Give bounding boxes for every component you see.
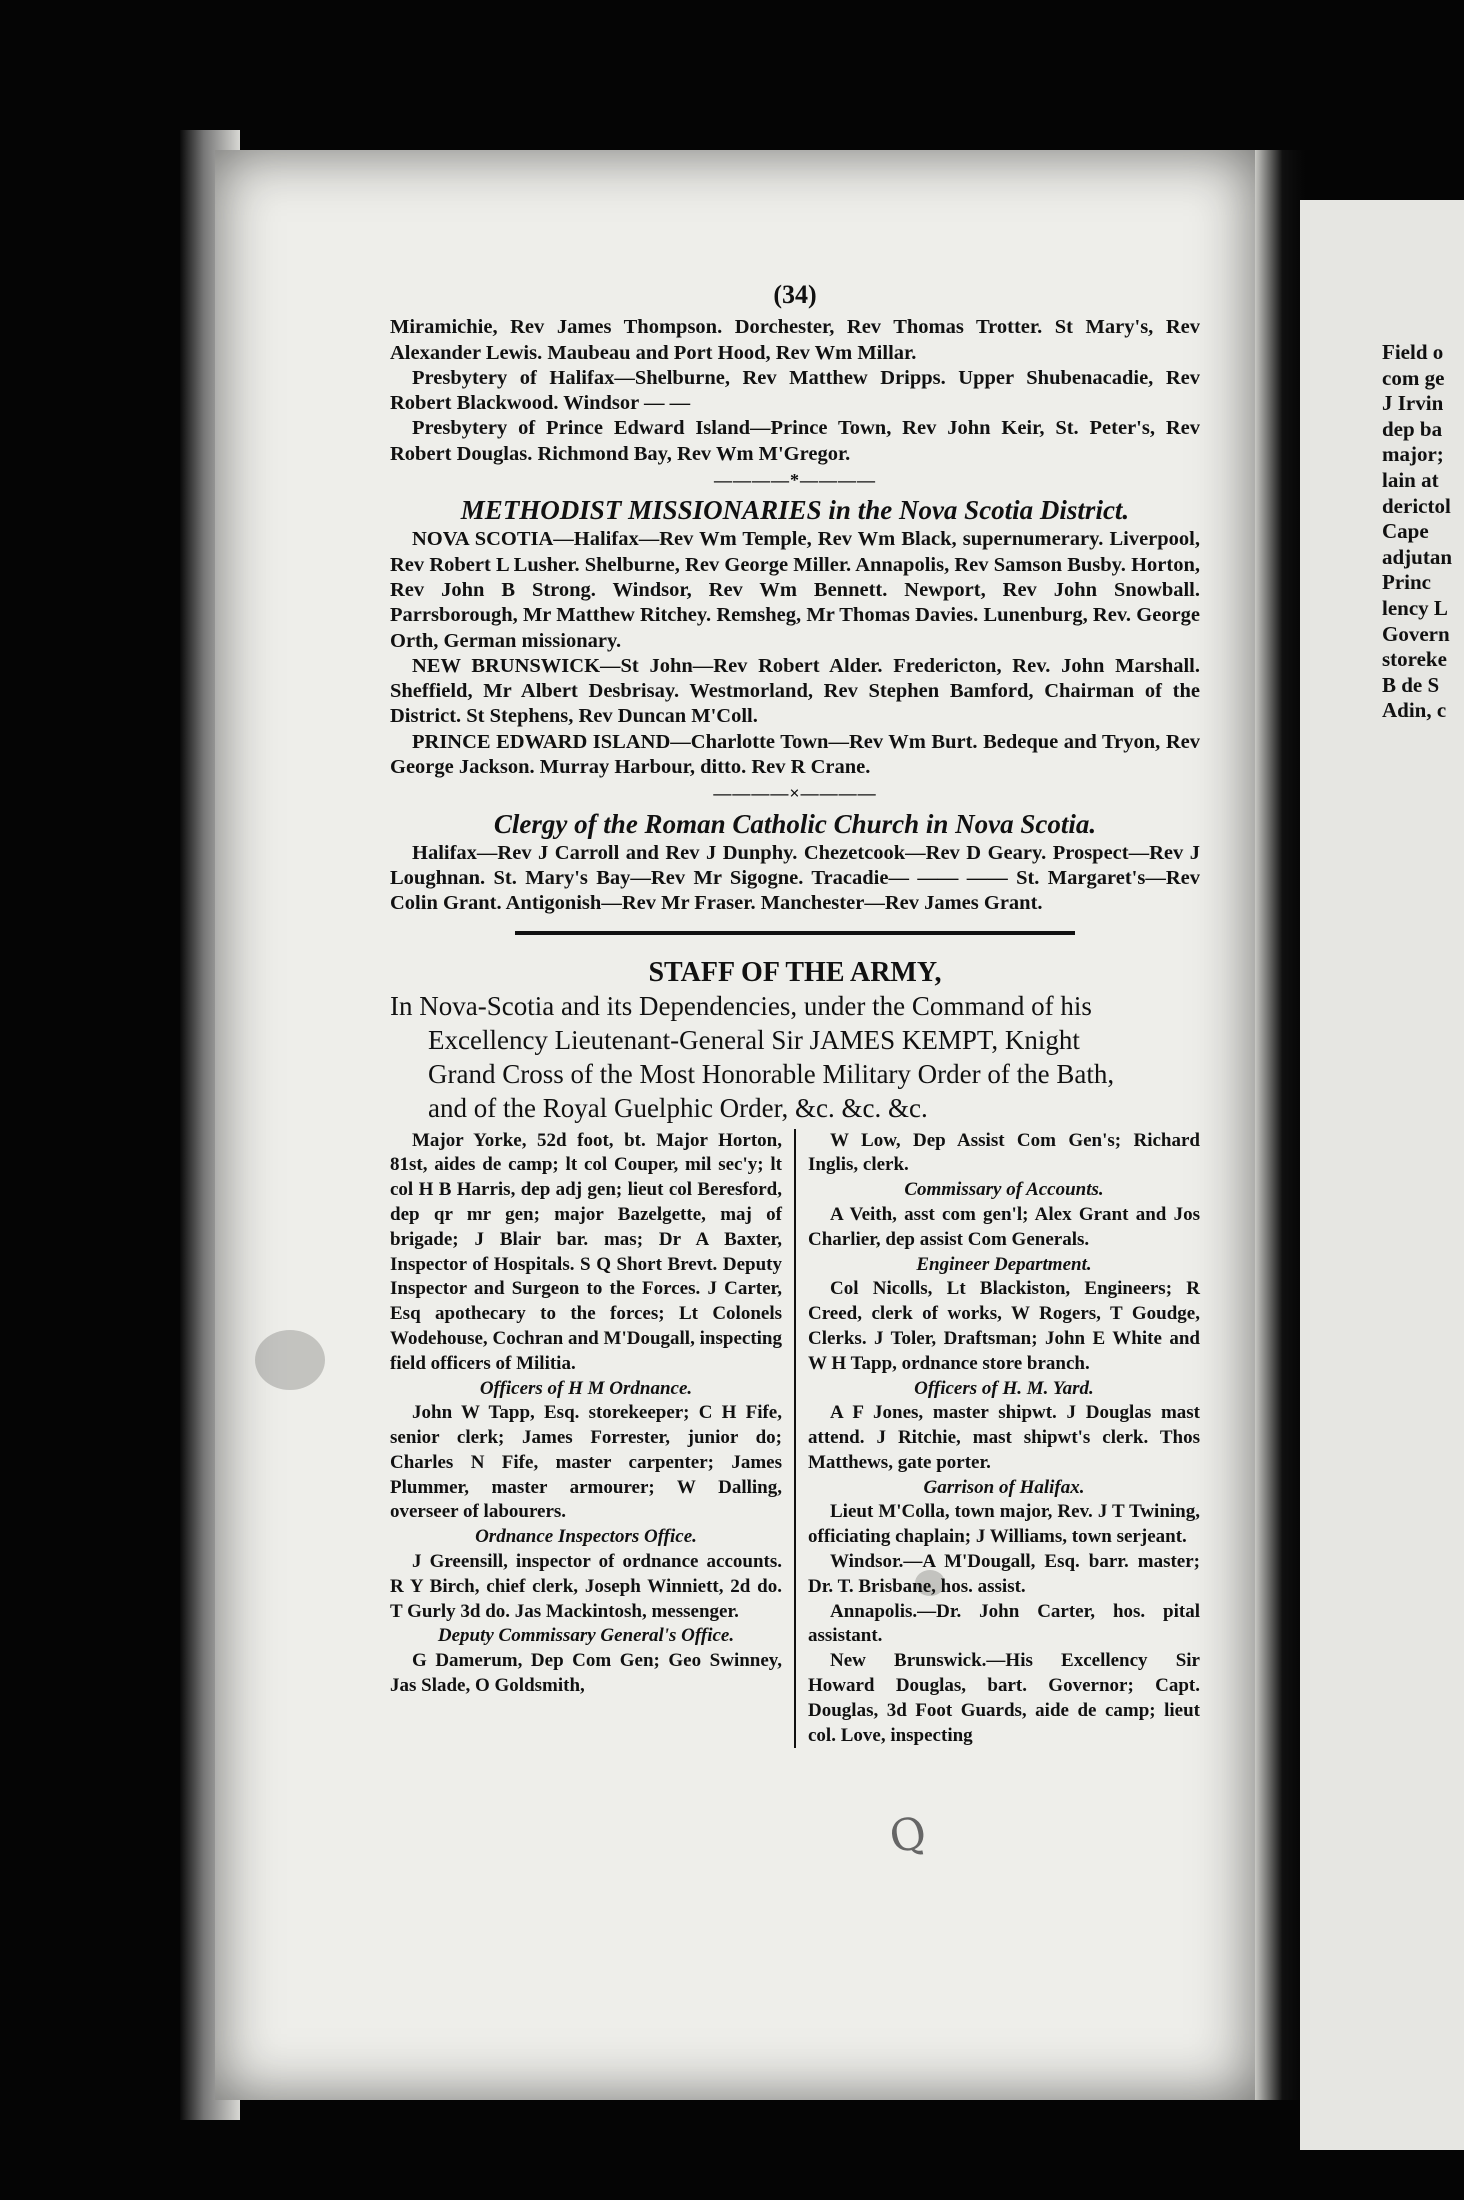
adjacent-page-line: Cape bbox=[1382, 519, 1429, 544]
catholic-heading: Clergy of the Roman Catholic Church in Nova Scotia. bbox=[493, 808, 1097, 839]
army-heading: STAFF OF THE ARMY, bbox=[648, 956, 942, 988]
methodist-paragraph: PRINCE EDWARD ISLAND—Charlotte Town—Rev Wm Burt. Bedeque and Tryon, Rev George Jackson. Murray Harbour, ditto. Rev R Crane. bbox=[390, 730, 1200, 779]
section-ornament: ————×———— bbox=[713, 783, 877, 804]
adjacent-page-line: major; bbox=[1382, 442, 1444, 467]
army-intro-line: Excellency Lieutenant-General Sir JAMES KEMPT, Knight bbox=[428, 1024, 1080, 1055]
adjacent-page-line: Princ bbox=[1382, 570, 1431, 595]
staff-entry: Col Nicolls, Lt Blackiston, Engineers; R Creed, clerk of works, W Rogers, T Goudge, Clerks. J Toler, Draftsman; John E White and W H Tapp, ordnance store branch. bbox=[808, 1278, 1200, 1374]
adjacent-page-line: lain at bbox=[1382, 467, 1439, 492]
adjacent-page-line: lency L bbox=[1382, 595, 1448, 620]
pencil-mark: Q bbox=[885, 1806, 931, 1865]
adjacent-page-line: B de S bbox=[1382, 672, 1440, 697]
staff-entry: Major Yorke, 52d foot, bt. Major Horton, 81st, aides de camp; lt col Couper, mil sec'y; lt col H B Harris, dep adj gen; lieut col Beresford, dep qr mr gen; major Bazelgette, maj of brigade; J Blair bar. mas; Dr A Baxter, Inspector of Hospitals. S Q Short Brevt. Deputy Inspector and Surgeon to the Forces. J Carter, Esq apothecary to the forces; Lt Colonels Wodehouse, Cochran and M'Dougall, inspecting field officers of Militia. bbox=[390, 1129, 782, 1374]
staff-subheading: Officers of H. M. Yard. bbox=[914, 1377, 1094, 1399]
staff-subheading: Officers of H M Ordnance. bbox=[479, 1377, 693, 1399]
army-intro bbox=[390, 989, 1200, 1125]
book-gutter bbox=[1255, 150, 1305, 2100]
church-paragraph: Presbytery of Halifax—Shelburne, Rev Matthew Dripps. Upper Shubenacadie, Rev Robert Blackwood. Windsor — — bbox=[390, 366, 1200, 415]
staff-column-left bbox=[390, 1129, 796, 1749]
section-ornament: ————*———— bbox=[714, 470, 876, 491]
staff-entry: New Brunswick.—His Excellency Sir Howard Douglas, bart. Governor; Capt. Douglas, 3d Foot Guards, aide de camp; lieut col. Love, inspecting bbox=[808, 1650, 1200, 1746]
adjacent-page-text bbox=[1300, 340, 1464, 724]
adjacent-page-fragment bbox=[1300, 200, 1464, 2150]
page-number: (34) bbox=[773, 280, 817, 309]
staff-column-right bbox=[796, 1129, 1200, 1749]
adjacent-page-line: Govern bbox=[1382, 621, 1450, 646]
army-intro-line: and of the Royal Guelphic Order, &c. &c. &c. bbox=[428, 1092, 928, 1123]
page-content bbox=[390, 282, 1200, 1748]
ink-stain bbox=[255, 1330, 325, 1390]
staff-entry: A F Jones, master shipwt. J Douglas mast attend. J Ritchie, mast shipwt's clerk. Thos Matthews, gate porter. bbox=[808, 1402, 1200, 1473]
methodist-paragraph: NEW BRUNSWICK—St John—Rev Robert Alder. Fredericton, Rev. John Marshall. Sheffield, Mr Albert Desbrisay. Westmorland, Rev Stephen Bamford, Chairman of the District. St Stephens, Rev Duncan M'Coll. bbox=[390, 654, 1200, 728]
staff-entry: W Low, Dep Assist Com Gen's; Richard Inglis, clerk. bbox=[808, 1129, 1200, 1176]
staff-entry: G Damerum, Dep Com Gen; Geo Swinney, Jas Slade, O Goldsmith, bbox=[390, 1650, 782, 1697]
adjacent-page-line: J Irvin bbox=[1382, 391, 1444, 416]
church-paragraph: Miramichie, Rev James Thompson. Dorchester, Rev Thomas Trotter. St Mary's, Rev Alexander Lewis. Maubeau and Port Hood, Rev Wm Millar. bbox=[390, 316, 1200, 364]
staff-columns bbox=[390, 1129, 1200, 1749]
staff-entry: A Veith, asst com gen'l; Alex Grant and Jos Charlier, dep assist Com Generals. bbox=[808, 1203, 1200, 1250]
church-paragraph: Presbytery of Prince Edward Island—Prince Town, Rev John Keir, St. Peter's, Rev Robert Douglas. Richmond Bay, Rev Wm M'Gregor. bbox=[390, 417, 1200, 465]
adjacent-page-line: com ge bbox=[1382, 365, 1445, 390]
staff-entry: J Greensill, inspector of ordnance accounts. R Y Birch, chief clerk, Joseph Winniett, 2d do. T Gurly 3d do. Jas Mackintosh, messenger. bbox=[390, 1551, 782, 1622]
staff-entry: Windsor.—A M'Dougall, Esq. barr. master; Dr. T. Brisbane, hos. assist. bbox=[808, 1551, 1200, 1597]
staff-subheading: Garrison of Halifax. bbox=[923, 1476, 1085, 1498]
adjacent-page-line: dep ba bbox=[1382, 416, 1443, 441]
staff-subheading: Engineer Department. bbox=[916, 1253, 1092, 1275]
methodist-paragraph: NOVA SCOTIA—Halifax—Rev Wm Temple, Rev Wm Black, supernumerary. Liverpool, Rev Robert L Lusher. Shelburne, Rev George Miller. Annapolis, Rev Samson Busby. Horton, Rev John B Strong. Windsor, Rev Wm Bennett. Newport, Rev John Snowball. Parrsborough, Mr Matthew Ritchey. Remsheg, Mr Thomas Davies. Lunenburg, Rev. George Orth, German missionary. bbox=[390, 528, 1200, 652]
army-intro-line: In Nova-Scotia and its Dependencies, under the Command of his bbox=[390, 990, 1092, 1021]
staff-entry: John W Tapp, Esq. storekeeper; C H Fife, senior clerk; James Forrester, junior do; Charles N Fife, master carpenter; James Plummer, master armourer; W Dalling, overseer of labourers. bbox=[390, 1402, 782, 1523]
staff-entry: Lieut M'Colla, town major, Rev. J T Twining, officiating chaplain; J Williams, town serjeant. bbox=[808, 1501, 1200, 1548]
section-rule bbox=[515, 931, 1075, 935]
staff-subheading: Ordnance Inspectors Office. bbox=[475, 1526, 697, 1548]
staff-subheading: Commissary of Accounts. bbox=[904, 1179, 1104, 1201]
methodist-heading: METHODIST MISSIONARIES in the Nova Scotia District. bbox=[460, 495, 1130, 526]
staff-entry: Annapolis.—Dr. John Carter, hos. pital assistant. bbox=[808, 1600, 1200, 1647]
staff-subheading: Deputy Commissary General's Office. bbox=[437, 1625, 735, 1647]
army-intro-line: Grand Cross of the Most Honorable Military Order of the Bath, bbox=[428, 1058, 1115, 1089]
adjacent-page-line: adjutan bbox=[1382, 544, 1453, 569]
adjacent-page-line: Field o bbox=[1382, 340, 1444, 364]
adjacent-page-line: storeke bbox=[1382, 647, 1447, 672]
adjacent-page-line: Adin, c bbox=[1382, 698, 1447, 723]
catholic-paragraph: Halifax—Rev J Carroll and Rev J Dunphy. Chezetcook—Rev D Geary. Prospect—Rev J Loughnan. St. Mary's Bay—Rev Mr Sigogne. Tracadie— —— —— St. Margaret's—Rev Colin Grant. Antigonish—Rev Mr Fraser. Manchester—Rev James Grant. bbox=[390, 841, 1200, 915]
adjacent-page-line: derictol bbox=[1382, 493, 1451, 518]
